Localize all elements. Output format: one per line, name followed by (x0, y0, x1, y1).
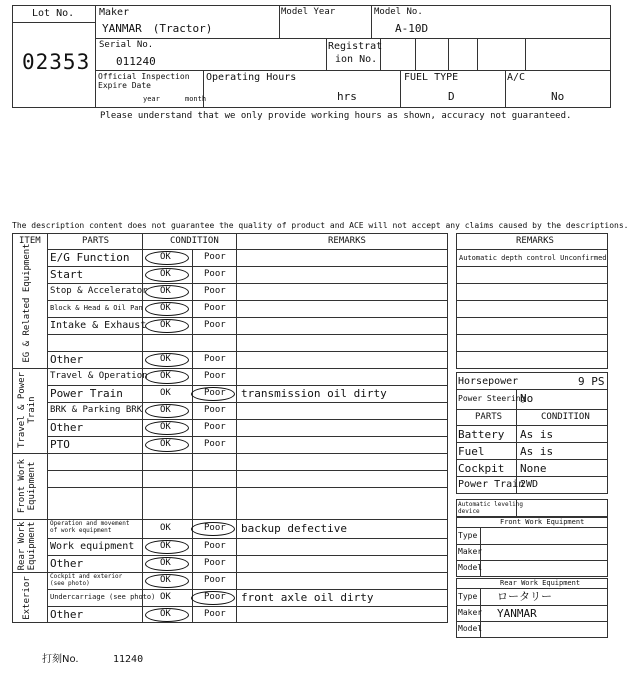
condition-poor: Poor (204, 320, 226, 330)
steering-value: No (520, 392, 534, 405)
part-name: Start (50, 268, 84, 281)
condition-ok: OK (160, 286, 171, 296)
hours-unit: hrs (337, 90, 357, 103)
serial-value: 011240 (116, 55, 156, 68)
condition-circle (145, 285, 189, 299)
model-year-label: Model Year (281, 7, 336, 17)
condition-poor: Poor (204, 405, 226, 415)
powertrain-label: Power Train (458, 479, 525, 490)
remark-text: transmission oil dirty (241, 387, 387, 400)
part-name: Power Train (50, 387, 123, 400)
model-no-value: A-10D (395, 22, 429, 35)
horsepower-value: 9 PS (578, 375, 605, 388)
condition-circle (145, 302, 189, 316)
horsepower-label: Horsepower (458, 376, 519, 387)
remark-text: backup defective (241, 522, 347, 535)
table-row (47, 606, 448, 623)
table-row (47, 487, 448, 519)
condition-ok: OK (160, 558, 171, 568)
lot-number: 02353 (22, 50, 91, 74)
condition-poor: Poor (204, 388, 226, 398)
remarks-title: REMARKS (516, 236, 554, 246)
table-row (47, 419, 448, 436)
condition-poor: Poor (204, 371, 226, 381)
part-name: Travel & Operation (50, 371, 148, 381)
condition-poor: Poor (204, 303, 226, 313)
rear-type-label: Type (458, 592, 478, 601)
spec-parts-label: PARTS (475, 412, 503, 422)
condition-ok: OK (160, 609, 171, 619)
cockpit-label: Cockpit (458, 462, 505, 475)
powertrain-value: 2WD (520, 479, 539, 490)
table-row (47, 470, 448, 487)
steering-label: Power Steering (458, 394, 526, 403)
stamp-value: 11240 (113, 654, 144, 665)
col-remarks: REMARKS (328, 236, 366, 246)
registration-label-2: ion No. (335, 54, 378, 65)
group-front-label: Front Work Equipment (17, 458, 37, 514)
condition-ok: OK (160, 422, 171, 432)
remark-text: front axle oil dirty (241, 591, 374, 604)
front-model-label: Model (458, 563, 483, 572)
condition-circle (145, 268, 189, 282)
group-travel-label: Travel & Power Train (17, 372, 37, 448)
group-rear-label: Rear Work Equipment (17, 521, 37, 571)
condition-ok: OK (160, 405, 171, 415)
condition-poor: Poor (204, 286, 226, 296)
condition-poor: Poor (204, 523, 226, 533)
header-box (12, 5, 611, 108)
maker-label: Maker (99, 7, 130, 18)
registration-label-1: Registrat (328, 41, 383, 52)
front-type-label: Type (458, 531, 478, 540)
table-row (47, 555, 448, 572)
condition-circle (145, 574, 189, 588)
rear-type-value: ロータリー (497, 590, 552, 603)
serial-label: Serial No. (99, 40, 154, 50)
part-name: E/G Function (50, 251, 130, 264)
table-row (47, 266, 448, 283)
condition-poor: Poor (204, 558, 226, 568)
hours-notice: Please understand that we only provide working hours as shown, accuracy not guaranteed. (100, 111, 572, 121)
condition-ok: OK (160, 354, 171, 364)
fuel-label: Fuel (458, 445, 485, 458)
ac-value: No (551, 90, 565, 103)
part-name: PTO (50, 438, 70, 451)
condition-poor: Poor (204, 541, 226, 551)
condition-circle (145, 370, 189, 384)
rear-maker-label: Maker (458, 608, 483, 617)
condition-ok: OK (160, 575, 171, 585)
condition-ok: OK (160, 592, 171, 602)
col-item: ITEM (19, 236, 41, 246)
battery-value: As is (520, 428, 554, 441)
condition-ok: OK (160, 303, 171, 313)
part-name: Block & Head & Oil Pan (50, 304, 143, 312)
condition-circle (191, 591, 235, 605)
rear-maker-value: YANMAR (497, 607, 537, 620)
condition-ok: OK (160, 252, 171, 262)
condition-circle (145, 251, 189, 265)
table-row (47, 453, 448, 470)
rear-work-title: Rear Work Equipment (500, 579, 581, 587)
condition-poor: Poor (204, 609, 226, 619)
front-maker-label: Maker (458, 547, 483, 556)
condition-circle (145, 404, 189, 418)
table-row (47, 436, 448, 453)
fuel-type-label: FUEL TYPE (404, 72, 459, 83)
condition-circle (145, 319, 189, 333)
condition-poor: Poor (204, 354, 226, 364)
part-name: Other (50, 608, 84, 621)
fuel-value: As is (520, 445, 554, 458)
condition-poor: Poor (204, 439, 226, 449)
group-exterior-label: Exterior (22, 576, 32, 620)
condition-ok: OK (160, 320, 171, 330)
part-name: Cockpit and exterior (see photo) (50, 573, 123, 587)
part-name: Stop & Accelerator (50, 286, 148, 296)
year-label: year (143, 95, 160, 103)
condition-ok: OK (160, 541, 171, 551)
hours-label: Operating Hours (206, 72, 297, 83)
inspection-label-2: Expire Date (98, 81, 151, 90)
condition-poor: Poor (204, 575, 226, 585)
maker-value: YANMAR (Tractor) (102, 22, 213, 35)
col-condition: CONDITION (170, 236, 219, 246)
condition-poor: Poor (204, 269, 226, 279)
condition-ok: OK (160, 523, 171, 533)
part-name: Other (50, 421, 84, 434)
remarks-text: Automatic depth control Unconfirmed (459, 254, 607, 262)
model-no-label: Model No. (374, 7, 423, 17)
condition-circle (145, 438, 189, 452)
col-parts: PARTS (82, 236, 110, 246)
condition-circle (191, 522, 235, 536)
auto-level-label-1: Automatic leveling (458, 501, 524, 508)
part-name: Undercarriage (see photo) (50, 593, 156, 601)
condition-ok: OK (160, 371, 171, 381)
part-name: Intake & Exhaust (50, 319, 147, 331)
inspection-label-1: Official Inspection (98, 72, 190, 81)
condition-poor: Poor (204, 422, 226, 432)
condition-poor: Poor (204, 252, 226, 262)
spec-condition-label: CONDITION (541, 412, 590, 422)
condition-circle (145, 557, 189, 571)
part-name: Other (50, 353, 84, 366)
front-work-title: Front Work Equipment (500, 518, 585, 526)
condition-circle (145, 540, 189, 554)
ac-label: A/C (507, 72, 526, 83)
condition-ok: OK (160, 388, 171, 398)
auto-level-label-2: device (458, 508, 480, 515)
stamp-label: 打刻No. (42, 654, 79, 665)
part-name: Work equipment (50, 540, 135, 552)
fuel-type-value: D (448, 90, 455, 103)
rear-model-label: Model (458, 624, 483, 633)
part-name: Operation and movement of work equipment (50, 520, 130, 534)
month-label: month (185, 95, 207, 103)
table-row (47, 334, 448, 351)
part-name: BRK & Parking BRK (50, 405, 143, 415)
group-eg-label: EG & Related Equipment (22, 243, 32, 363)
cockpit-value: None (520, 462, 547, 475)
condition-circle (191, 387, 235, 401)
condition-poor: Poor (204, 592, 226, 602)
table-row (47, 351, 448, 368)
lot-label: Lot No. (32, 8, 75, 19)
battery-label: Battery (458, 428, 505, 441)
condition-ok: OK (160, 439, 171, 449)
condition-circle (145, 421, 189, 435)
condition-circle (145, 608, 189, 622)
description-notice: The description content does not guarantee the quality of product and ACE will not accept any claims caused by the descriptions. (12, 221, 629, 230)
part-name: Other (50, 557, 84, 570)
condition-circle (145, 353, 189, 367)
condition-ok: OK (160, 269, 171, 279)
